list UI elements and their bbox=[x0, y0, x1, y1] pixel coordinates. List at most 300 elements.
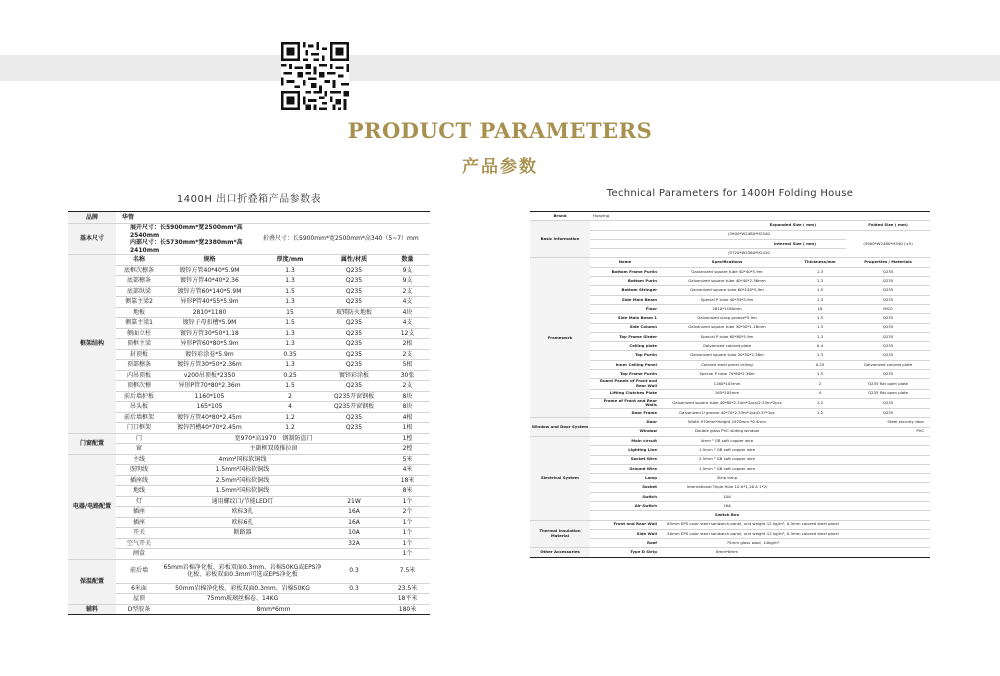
table-cell: Q235 bbox=[846, 409, 930, 418]
table-cell: 1.3 bbox=[794, 332, 846, 341]
table-cell: 1根 bbox=[385, 423, 430, 434]
table-row bbox=[68, 265, 430, 276]
table-row bbox=[68, 381, 430, 392]
basic-size-label: 基本尺寸 bbox=[68, 224, 116, 255]
page-title-zh: 产品参数 bbox=[462, 157, 538, 177]
table-cell: 1个 bbox=[385, 538, 430, 549]
table-cell: 4mm²国标软铜线 bbox=[162, 454, 323, 465]
table-row bbox=[530, 501, 930, 510]
table-cell: 18 bbox=[794, 304, 846, 313]
table-cell: Bottom Frame Purlin bbox=[590, 267, 660, 276]
table-cell: 0.35 bbox=[257, 349, 323, 360]
table-cell: 30张 bbox=[385, 370, 430, 381]
table-row bbox=[530, 221, 930, 230]
table-cell: 1个 bbox=[385, 549, 430, 560]
table-cell: 镀锌彩涂卷*5.9m bbox=[162, 349, 257, 360]
table-cell: 50mm岩棉净化板、彩板双面0.3mm、岩棉50KG bbox=[162, 583, 323, 594]
table-row bbox=[68, 475, 430, 486]
table-row bbox=[530, 455, 930, 464]
table-cell: 32A bbox=[323, 538, 385, 549]
table-cell: 16A bbox=[323, 517, 385, 528]
table-cell: 2个 bbox=[385, 507, 430, 518]
left-table-title: 1400H 出口折叠箱产品参数表 bbox=[176, 194, 322, 205]
table-cell: 0.3 bbox=[323, 583, 385, 594]
table-cell: 1160*105mm bbox=[660, 379, 794, 389]
table-cell: Q235 bbox=[323, 339, 385, 350]
table-row bbox=[530, 427, 930, 436]
table-cell: Door bbox=[590, 418, 660, 427]
table-cell: Q235 bbox=[846, 323, 930, 332]
table-cell bbox=[323, 465, 385, 476]
table-row bbox=[530, 464, 930, 473]
table-cell: Switch bbox=[590, 492, 660, 501]
table-row bbox=[68, 255, 430, 266]
table-cell: v200吊顶板*2350 bbox=[162, 370, 257, 381]
table-cell: Side Wall bbox=[590, 529, 660, 538]
table-cell: Air Switch bbox=[590, 501, 660, 510]
table-cell: 0.3 bbox=[323, 559, 385, 583]
table-row bbox=[530, 539, 930, 548]
table-cell: 4mm ² GB soft copper wire bbox=[660, 436, 794, 445]
table-cell: 1.5 bbox=[794, 286, 846, 295]
table-cell: 165*105mm bbox=[660, 389, 794, 398]
table-cell: 0.25 bbox=[257, 370, 323, 381]
table-row bbox=[530, 418, 930, 427]
table-cell: 6米面 bbox=[116, 583, 162, 594]
english-parameter-table bbox=[530, 211, 930, 558]
table-cell: 镀锌方管40*40*2.36 bbox=[162, 276, 257, 287]
table-cell: Guard Panels of Front and Rear Wall bbox=[590, 379, 660, 389]
table-row bbox=[68, 507, 430, 518]
table-row bbox=[530, 520, 930, 529]
folded-size-value: (5900*W2480*H340 (±5) bbox=[846, 230, 930, 258]
table-cell: 屋顶 bbox=[116, 594, 162, 605]
table-row bbox=[68, 454, 430, 465]
accessories-label: 辅料 bbox=[68, 604, 116, 615]
table-row bbox=[68, 370, 430, 381]
table-cell: 空气开关 bbox=[116, 538, 162, 549]
table-cell: Front and Rear Wall bbox=[590, 520, 660, 529]
right-table-title: Technical Parameters for 1400H Folding House bbox=[606, 188, 854, 199]
table-row bbox=[530, 446, 930, 455]
table-cell: MGO bbox=[846, 304, 930, 313]
table-cell: Q235开窗钢板 bbox=[323, 402, 385, 413]
table-row bbox=[68, 423, 430, 434]
brand-value: Huaying bbox=[590, 212, 930, 221]
table-cell: 9支 bbox=[385, 265, 430, 276]
table-row bbox=[530, 314, 930, 323]
chinese-table-body bbox=[68, 212, 430, 615]
table-cell bbox=[162, 549, 323, 560]
table-row bbox=[68, 444, 430, 455]
electrical-label: 电器/电路配置 bbox=[68, 454, 116, 559]
table-cell: 4 bbox=[257, 402, 323, 413]
table-cell: 侧靠主梁2 bbox=[116, 297, 162, 308]
table-cell: 1.3 bbox=[794, 295, 846, 304]
table-cell: Q235 bbox=[323, 328, 385, 339]
size-cell bbox=[116, 224, 257, 255]
table-cell: 50mm EPS color steel sandwich panel, unit weight 12 kg/m², 0.3mm colored steel panel bbox=[660, 529, 846, 538]
table-cell: 吊头板 bbox=[116, 402, 162, 413]
table-cell: 顶部檩条 bbox=[116, 360, 162, 371]
table-row bbox=[530, 379, 930, 389]
table-cell: Floor bbox=[590, 304, 660, 313]
table-row bbox=[530, 295, 930, 304]
table-row bbox=[530, 323, 930, 332]
table-row bbox=[68, 286, 430, 297]
table-cell: 底框次檩条 bbox=[116, 265, 162, 276]
table-cell: 内吊顶板 bbox=[116, 370, 162, 381]
table-cell: 前后墙 bbox=[116, 559, 162, 583]
table-cell: Q235 bbox=[846, 370, 930, 379]
table-cell: 8块 bbox=[385, 402, 430, 413]
electrical-label: Electrical System bbox=[530, 436, 590, 520]
table-cell: 1.3 bbox=[794, 351, 846, 360]
table-cell bbox=[846, 539, 930, 548]
table-cell: 1.3 bbox=[257, 297, 323, 308]
internal-size-value: (5720*W2360*H2410 bbox=[590, 249, 846, 258]
table-cell: Q235 bbox=[846, 332, 930, 341]
table-cell: Q235 bbox=[846, 267, 930, 276]
table-row bbox=[530, 230, 930, 239]
table-cell: Q235 bbox=[323, 381, 385, 392]
table-cell bbox=[846, 520, 930, 529]
table-cell: 镀锌凹槽40*70*2.45m bbox=[162, 423, 257, 434]
table-cell: 4块 bbox=[385, 307, 430, 318]
table-cell: 镀锌方管30*50*1.18 bbox=[162, 328, 257, 339]
table-cell: 75mm glass wool, 14kg/m² bbox=[660, 539, 846, 548]
table-cell: 地线 bbox=[116, 486, 162, 497]
table-row bbox=[530, 342, 930, 351]
table-cell: 1.3 bbox=[257, 339, 323, 350]
brand-label: 品牌 bbox=[68, 212, 116, 224]
table-row bbox=[68, 496, 430, 507]
table-cell: 1.3 bbox=[257, 276, 323, 287]
table-row bbox=[530, 409, 930, 418]
table-cell: 1.3 bbox=[257, 328, 323, 339]
table-cell: Galvanized clasp groove*5.9m bbox=[660, 314, 794, 323]
table-cell: 玻镁防火地板 bbox=[323, 307, 385, 318]
table-row bbox=[530, 351, 930, 360]
table-cell: 16A bbox=[323, 507, 385, 518]
table-cell: 2根 bbox=[385, 339, 430, 350]
folded-size-label: Folded Size ( mm) bbox=[846, 221, 930, 230]
table-cell: 侧面立柱 bbox=[116, 328, 162, 339]
table-row bbox=[530, 492, 930, 501]
table-cell: 1.5mm ² GB soft copper wire bbox=[660, 464, 794, 473]
expanded-size-label: Expanded Size ( mm) bbox=[590, 221, 846, 230]
table-cell: Galvanized square tube 30*50*2.36m bbox=[660, 351, 794, 360]
table-cell: Lifting Clutches Plate bbox=[590, 389, 660, 398]
table-row bbox=[530, 511, 930, 520]
table-cell: Q235 bbox=[323, 297, 385, 308]
table-row bbox=[530, 332, 930, 341]
table-cell: 宽970*高1970 钢制防盗门 bbox=[162, 433, 385, 444]
table-cell: Galvanized square tube 60*140*5.9m bbox=[660, 286, 794, 295]
column-header: 厚度/mm bbox=[257, 255, 323, 266]
table-cell: 插座 bbox=[116, 507, 162, 518]
fold-size: 折叠尺寸：长5900mm*宽2500mm*高340（5~7）mm bbox=[257, 224, 430, 255]
table-cell: 16A bbox=[660, 501, 794, 510]
table-cell: Q235 bbox=[323, 349, 385, 360]
table-cell bbox=[323, 549, 385, 560]
internal-size-label: Internal Size ( mm) bbox=[590, 239, 846, 248]
column-header: Thickness/mm bbox=[794, 258, 846, 267]
header-band bbox=[0, 55, 1000, 81]
table-cell: Q235 flat open plate bbox=[846, 389, 930, 398]
table-cell: 180米 bbox=[385, 604, 430, 615]
table-cell: 地板 bbox=[116, 307, 162, 318]
table-cell: Q235 bbox=[323, 265, 385, 276]
table-cell: 1个 bbox=[385, 528, 430, 539]
table-cell: 1.5 bbox=[794, 314, 846, 323]
table-cell: 异形P管60*80*5.9m bbox=[162, 339, 257, 350]
brand-label: Brand bbox=[530, 212, 590, 221]
table-cell: 镀锌方管60*140*5.9M bbox=[162, 286, 257, 297]
table-cell: Steel security door bbox=[794, 418, 930, 427]
column-header: Properties / Materials bbox=[846, 258, 930, 267]
table-row bbox=[530, 370, 930, 379]
table-row bbox=[68, 276, 430, 287]
table-cell: 镀锌方管40*80*2.45m bbox=[162, 412, 257, 423]
column-header: 数量 bbox=[385, 255, 430, 266]
table-cell: Main circuit bbox=[590, 436, 660, 445]
table-cell: PVC bbox=[794, 427, 930, 436]
column-header: 属性/材质 bbox=[323, 255, 385, 266]
table-cell: 2樘 bbox=[385, 444, 430, 455]
table-row bbox=[68, 339, 430, 350]
table-cell: 1.5 bbox=[257, 286, 323, 297]
table-cell: Galvanized square tube 40*40*2.36mm bbox=[660, 277, 794, 286]
table-row bbox=[68, 583, 430, 594]
table-cell: Q235 bbox=[846, 351, 930, 360]
table-cell: 1.5mm²国标软铜线 bbox=[162, 486, 323, 497]
table-cell: 8mm*6mm bbox=[162, 604, 385, 615]
table-row bbox=[68, 486, 430, 497]
table-cell: Special P tube 40*55*5.9m bbox=[660, 295, 794, 304]
table-cell: 1.3 bbox=[257, 265, 323, 276]
table-row bbox=[530, 304, 930, 313]
table-row bbox=[530, 267, 930, 276]
insulation-label: 保温配置 bbox=[68, 559, 116, 604]
table-cell: 门 bbox=[116, 433, 162, 444]
table-row bbox=[530, 360, 930, 369]
table-cell: 75mm玻璃丝棉卷、14KG bbox=[162, 594, 323, 605]
table-cell: 前后墙框架 bbox=[116, 412, 162, 423]
table-cell: Bottom Stringer bbox=[590, 286, 660, 295]
table-cell bbox=[162, 538, 323, 549]
table-cell: 1.5 bbox=[257, 318, 323, 329]
table-row bbox=[68, 297, 430, 308]
table-cell: 0.25 bbox=[794, 360, 846, 369]
table-cell: 1.2 bbox=[257, 412, 323, 423]
table-cell: Q235 bbox=[323, 360, 385, 371]
table-cell bbox=[794, 446, 930, 455]
table-cell: 闸盒 bbox=[116, 549, 162, 560]
table-cell: 65mm岩棉净化板、彩板双面0.3mm、岩棉50KG或EPS净化板、彩板双面0.3mm可选或EPS净化板 bbox=[162, 559, 323, 583]
table-cell: Switch Box bbox=[660, 511, 794, 520]
table-cell: 15 bbox=[257, 307, 323, 318]
table-row bbox=[530, 212, 930, 221]
table-cell: 2810*1180mm bbox=[660, 304, 794, 313]
table-cell: 异形P管70*80*2.36m bbox=[162, 381, 257, 392]
table-cell bbox=[323, 594, 385, 605]
table-cell: 2 bbox=[257, 391, 323, 402]
table-cell: 镀锌方管40*40*5.9M bbox=[162, 265, 257, 276]
table-cell bbox=[794, 548, 930, 557]
table-cell: 2支 bbox=[385, 349, 430, 360]
table-row bbox=[530, 529, 930, 538]
table-cell: 门口框架 bbox=[116, 423, 162, 434]
table-cell: Q235 bbox=[323, 423, 385, 434]
table-cell: Q235 bbox=[846, 295, 930, 304]
table-cell: 23.5米 bbox=[385, 583, 430, 594]
table-cell: 镀锌方管30*50*2.36m bbox=[162, 360, 257, 371]
table-cell bbox=[794, 436, 930, 445]
table-row bbox=[530, 474, 930, 483]
table-cell: 1樘 bbox=[385, 433, 430, 444]
table-cell: Galvanized U groove 40*70*2.33m*1pc/0.37*1pc bbox=[660, 409, 794, 418]
table-row bbox=[68, 538, 430, 549]
table-cell: Roof bbox=[590, 539, 660, 548]
table-cell: Side Main Beam bbox=[590, 295, 660, 304]
table-cell bbox=[323, 475, 385, 486]
table-cell: Q235 bbox=[323, 286, 385, 297]
table-cell: International Triple Hole 10 A*1,16 A 1*2/ bbox=[660, 483, 794, 492]
table-cell: 10A bbox=[323, 528, 385, 539]
table-cell: Galvanized colored plate bbox=[846, 360, 930, 369]
table-cell bbox=[794, 464, 930, 473]
table-cell: Ceiling plate bbox=[590, 342, 660, 351]
table-cell: 18平米 bbox=[385, 594, 430, 605]
table-row bbox=[68, 412, 430, 423]
table-cell: 主副框双玻推拉窗 bbox=[162, 444, 385, 455]
table-cell: 2810*1180 bbox=[162, 307, 257, 318]
table-cell: 镀锌子母扣槽*5.9M bbox=[162, 318, 257, 329]
table-cell: 165*105 bbox=[162, 402, 257, 413]
table-cell bbox=[323, 486, 385, 497]
framework-label: Framework bbox=[530, 258, 590, 418]
table-cell: 插座 bbox=[116, 517, 162, 528]
qr-code[interactable] bbox=[281, 42, 349, 110]
table-cell: Frame of Front and Rear Walls bbox=[590, 398, 660, 408]
table-row bbox=[68, 349, 430, 360]
table-row bbox=[68, 604, 430, 615]
table-cell: 21W bbox=[323, 496, 385, 507]
table-cell: 底部檩条 bbox=[116, 276, 162, 287]
table-cell: 0.4 bbox=[794, 342, 846, 351]
table-cell: 9支 bbox=[385, 276, 430, 287]
table-cell: 4米 bbox=[385, 465, 430, 476]
table-cell: Type D Strip bbox=[590, 548, 660, 557]
table-row bbox=[68, 549, 430, 560]
table-cell: 1.5 bbox=[794, 370, 846, 379]
table-cell: 1.5mm ² GB soft copper wire bbox=[660, 446, 794, 455]
table-cell bbox=[846, 529, 930, 538]
table-row bbox=[530, 483, 930, 492]
column-header: Name bbox=[590, 258, 660, 267]
table-cell: 1个 bbox=[385, 517, 430, 528]
table-cell: 1.3 bbox=[794, 267, 846, 276]
table-cell bbox=[794, 474, 930, 483]
table-cell: Side Main Beam 1 bbox=[590, 314, 660, 323]
table-cell: Q235 flat open plate bbox=[846, 379, 930, 389]
column-header: 名称 bbox=[116, 255, 162, 266]
table-cell: Q235 bbox=[323, 318, 385, 329]
table-cell: 欧标6孔 bbox=[162, 517, 323, 528]
table-cell bbox=[590, 511, 660, 520]
table-cell bbox=[794, 492, 930, 501]
table-cell: Q235 bbox=[846, 277, 930, 286]
table-cell: Socket bbox=[590, 483, 660, 492]
table-cell: Window bbox=[590, 427, 660, 436]
table-row bbox=[68, 528, 430, 539]
table-cell: Galvanized square tube 30*50*1.18mm bbox=[660, 323, 794, 332]
table-cell: 顶框次檩 bbox=[116, 381, 162, 392]
table-cell: Galvanized square tube 40*40*5.9m bbox=[660, 267, 794, 276]
table-cell: Inner Ceiling Panel bbox=[590, 360, 660, 369]
table-cell: 1.5 bbox=[257, 381, 323, 392]
table-cell: Special P tube 60*80*5.9m bbox=[660, 332, 794, 341]
table-cell: Q235 bbox=[323, 276, 385, 287]
table-cell: 断路器 bbox=[162, 528, 323, 539]
table-cell: Q235 bbox=[846, 398, 930, 408]
table-cell: 4支 bbox=[385, 318, 430, 329]
table-cell: 1.3 bbox=[794, 277, 846, 286]
chinese-parameter-table bbox=[68, 211, 430, 615]
table-cell: Q235开窗钢板 bbox=[323, 391, 385, 402]
table-cell: 开关 bbox=[116, 528, 162, 539]
table-row bbox=[530, 389, 930, 398]
table-cell: D型胶条 bbox=[116, 604, 162, 615]
table-row bbox=[530, 286, 930, 295]
table-cell: 1.3 bbox=[794, 323, 846, 332]
table-cell: 8米 bbox=[385, 486, 430, 497]
table-cell: Socket Wire bbox=[590, 455, 660, 464]
table-cell: Strip lamp bbox=[660, 474, 794, 483]
table-cell: 照明线 bbox=[116, 465, 162, 476]
table-cell: Bottom Purin bbox=[590, 277, 660, 286]
table-cell: 1.2 bbox=[257, 423, 323, 434]
inner-size: 内部尺寸：长5730mm*宽2380mm*高2410mm bbox=[130, 239, 243, 254]
table-cell bbox=[323, 454, 385, 465]
table-cell: 异形P管40*55*5.9m bbox=[162, 297, 257, 308]
table-cell: 65mm EPS color steel sandwich panel, unit weight 12 kg/m², 0.3mm colored steel panel bbox=[660, 520, 846, 529]
table-cell: 1.5mm²国标软铜线 bbox=[162, 465, 323, 476]
table-row bbox=[68, 318, 430, 329]
table-cell: Lighting Line bbox=[590, 446, 660, 455]
table-cell: 2 bbox=[794, 379, 846, 389]
table-row bbox=[68, 360, 430, 371]
page-title-en: PRODUCT PARAMETERS bbox=[347, 118, 653, 143]
column-header: Specifications bbox=[660, 258, 794, 267]
table-cell: Q235 bbox=[323, 412, 385, 423]
table-cell: 8mm*6mm bbox=[660, 548, 794, 557]
english-table-body bbox=[530, 212, 930, 558]
table-cell bbox=[794, 511, 930, 520]
table-cell: 顶框主梁 bbox=[116, 339, 162, 350]
table-row bbox=[530, 548, 930, 557]
table-row bbox=[68, 328, 430, 339]
table-cell: Side Column bbox=[590, 323, 660, 332]
table-cell: 7.5米 bbox=[385, 559, 430, 583]
table-cell bbox=[794, 455, 930, 464]
open-size: 展开尺寸：长5900mm*宽2500mm*高2540mm bbox=[130, 224, 243, 239]
table-cell: Q235 bbox=[846, 342, 930, 351]
table-cell: 灯 bbox=[116, 496, 162, 507]
table-cell: Lamp bbox=[590, 474, 660, 483]
column-header: 规格 bbox=[162, 255, 257, 266]
